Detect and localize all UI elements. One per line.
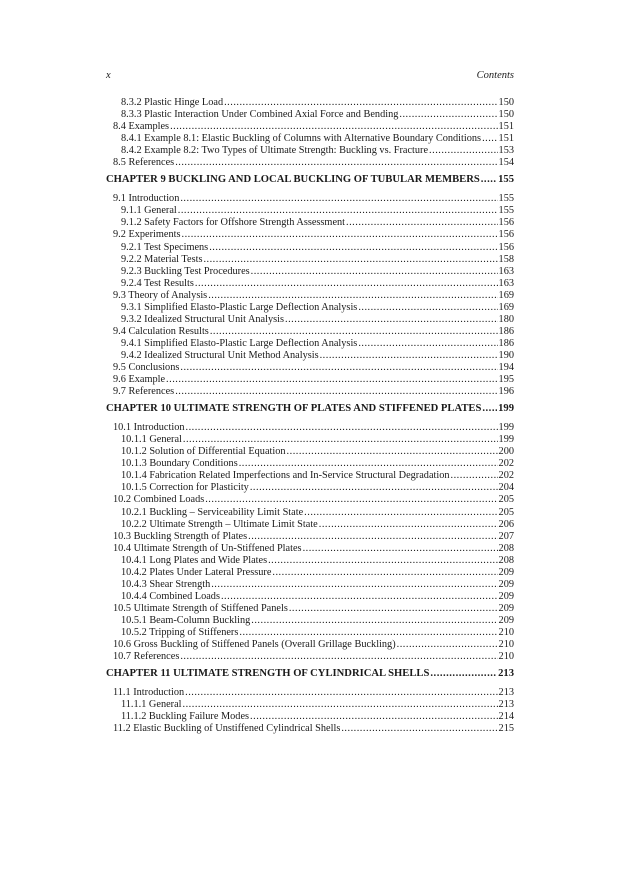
toc-entry[interactable] (121, 519, 514, 531)
toc-entry[interactable] (121, 434, 514, 446)
toc-entry[interactable] (113, 639, 514, 651)
dot-leader (320, 350, 498, 362)
toc-entry-title: 8.3.2 Plastic Hinge Load (121, 97, 224, 108)
dot-leader (239, 458, 498, 470)
toc-entry-title: 10.4.1 Long Plates and Wide Plates (121, 554, 268, 566)
toc-entry-title: 10.4.2 Plates Under Lateral Pressure (121, 566, 272, 578)
toc-entry-title: 9.7 References (113, 386, 175, 398)
toc-entry[interactable] (113, 229, 514, 241)
toc-entry-page: 153 (498, 145, 514, 157)
toc-entry[interactable] (113, 362, 514, 374)
dot-leader (178, 205, 498, 217)
toc-entry-page: 155 (498, 205, 514, 217)
toc-entry-title: 10.4.4 Combined Loads (121, 590, 220, 602)
toc-entry-title: 10.5.1 Beam-Column Buckling (121, 614, 251, 626)
toc-entry-page: 208 (498, 554, 514, 566)
toc-entry-page: 158 (498, 253, 514, 265)
toc-entry[interactable] (121, 446, 514, 458)
dot-leader (482, 403, 497, 415)
dot-leader (182, 229, 498, 241)
dot-leader (180, 193, 497, 205)
toc-entry-title: 8.5 References (113, 157, 175, 169)
toc-entry[interactable] (121, 302, 514, 314)
dot-leader (451, 470, 498, 482)
toc-entry[interactable] (121, 699, 514, 711)
dot-leader (221, 591, 498, 603)
toc-entry[interactable] (113, 687, 514, 699)
dot-leader (195, 278, 498, 290)
toc-chapter-entry[interactable] (106, 668, 514, 680)
toc-entry[interactable] (121, 109, 514, 121)
toc-entry[interactable] (113, 326, 514, 338)
toc-entry[interactable] (121, 242, 514, 254)
toc-entry-page: 210 (498, 651, 514, 663)
dot-leader (319, 519, 498, 531)
toc-entry-title: 10.4.3 Shear Strength (121, 578, 211, 590)
toc-entry-page: 155 (498, 174, 514, 186)
toc-entry-title: 8.4.2 Example 8.2: Two Types of Ultimate Strength: Buckling vs. Fracture (121, 145, 429, 157)
dot-leader (185, 687, 497, 699)
dot-leader (304, 507, 497, 519)
dot-leader (186, 422, 498, 434)
toc-entry[interactable] (121, 579, 514, 591)
toc-entry-page: 213 (498, 699, 514, 711)
toc-entry[interactable] (121, 470, 514, 482)
toc-entry-title: 9.2.2 Material Tests (121, 253, 203, 265)
toc-entry[interactable] (121, 314, 514, 326)
toc-entry-title: 10.2.2 Ultimate Strength – Ultimate Limit State (121, 518, 318, 530)
dot-leader (211, 579, 497, 591)
toc-entry[interactable] (121, 350, 514, 362)
toc-entry[interactable] (121, 567, 514, 579)
toc-entry-page: 204 (498, 482, 514, 494)
toc-entry-title: 9.2.4 Test Results (121, 277, 194, 289)
toc-entry-title: 10.1.1 General (121, 434, 182, 446)
toc-entry-page: 154 (498, 157, 514, 169)
toc-entry-page: 209 (498, 614, 514, 626)
toc-entry-title: 9.5 Conclusions (113, 362, 180, 373)
toc-entry[interactable] (121, 711, 514, 723)
toc-entry-title: 9.1.2 Safety Factors for Offshore Strength Assessment (121, 217, 346, 229)
toc-entry-page: 169 (498, 301, 514, 313)
dot-leader (358, 302, 497, 314)
toc-entry-page: 206 (498, 518, 514, 530)
toc-chapter-entry[interactable] (106, 174, 514, 186)
toc-entry-page: 150 (498, 109, 514, 121)
toc-entry-title: 9.2.3 Buckling Test Procedures (121, 265, 250, 277)
toc-entry-page: 209 (498, 566, 514, 578)
toc-entry[interactable] (121, 615, 514, 627)
dot-leader (209, 242, 497, 254)
toc-chapter-entry[interactable] (106, 403, 514, 415)
dot-leader (248, 531, 497, 543)
dot-leader (346, 217, 498, 229)
dot-leader (251, 266, 498, 278)
dot-leader (183, 434, 498, 446)
toc-entry[interactable] (113, 422, 514, 434)
toc-entry-title: CHAPTER 11 ULTIMATE STRENGTH OF CYLINDRICAL SHELLS (106, 668, 430, 680)
dot-leader (287, 446, 498, 458)
toc-entry-page: 151 (498, 133, 514, 145)
toc-entry-page: 180 (498, 313, 514, 325)
dot-leader (210, 326, 498, 338)
toc-entry[interactable] (121, 507, 514, 519)
dot-leader (250, 711, 498, 723)
toc-entry-page: 215 (498, 723, 514, 735)
toc-entry-title: CHAPTER 9 BUCKLING AND LOCAL BUCKLING OF TUBULAR MEMBERS (106, 174, 480, 186)
toc-entry-title: 9.4.2 Idealized Structural Unit Method Analysis (121, 349, 319, 361)
toc-entry-page: 208 (498, 542, 514, 554)
toc-entry-page: 186 (498, 337, 514, 349)
toc-entry[interactable] (121, 97, 514, 109)
toc-entry-page: 195 (498, 374, 514, 386)
toc-entry-title: 10.6 Gross Buckling of Stiffened Panels (Overall Grillage Buckling) (113, 639, 396, 651)
toc-entry[interactable] (113, 290, 514, 302)
toc-entry-page: 155 (498, 193, 514, 205)
toc-entry-title: 10.3 Buckling Strength of Plates (113, 530, 248, 542)
dot-leader (175, 157, 497, 169)
toc-entry[interactable] (113, 494, 514, 506)
dot-leader (358, 338, 497, 350)
toc-entry[interactable] (121, 627, 514, 639)
toc-entry[interactable] (121, 338, 514, 350)
toc-entry-page: 205 (498, 494, 514, 506)
page-number: x (106, 70, 111, 81)
dot-leader (208, 290, 497, 302)
toc-entry[interactable] (113, 386, 514, 398)
toc-entry-page: 205 (498, 506, 514, 518)
toc-entry-title: 10.1.2 Solution of Differential Equation (121, 446, 286, 458)
toc-entry-page: 156 (498, 229, 514, 241)
dot-leader (268, 555, 497, 567)
toc-entry[interactable] (113, 603, 514, 615)
dot-leader (429, 145, 498, 157)
toc-entry[interactable] (113, 651, 514, 663)
toc-entry-page: 151 (498, 121, 514, 133)
toc-entry-title: 10.2.1 Buckling – Serviceability Limit State (121, 506, 304, 518)
toc-entry-title: 10.7 References (113, 651, 180, 663)
dot-leader (203, 254, 497, 266)
dot-leader (272, 567, 497, 579)
toc-entry-title: 10.5 Ultimate Strength of Stiffened Panels (113, 602, 288, 614)
dot-leader (205, 494, 497, 506)
toc-entry-title: 8.3.3 Plastic Interaction Under Combined Axial Force and Bending (121, 109, 399, 121)
toc-entry[interactable] (113, 193, 514, 205)
toc-entry-page: 209 (498, 602, 514, 614)
toc-entry-title: 9.1 Introduction (113, 193, 180, 205)
toc-entry[interactable] (113, 121, 514, 133)
toc-entry-title: 9.3.2 Idealized Structural Unit Analysis (121, 313, 285, 325)
toc-entry-title: 11.1.1 General (121, 699, 182, 711)
dot-leader (250, 482, 498, 494)
toc-entry[interactable] (121, 278, 514, 290)
toc-entry-page: 196 (498, 386, 514, 398)
toc-entry-title: 9.6 Example (113, 374, 166, 386)
toc-entry-title: 10.2 Combined Loads (113, 494, 205, 506)
toc-entry[interactable] (121, 133, 514, 145)
toc-entry-page: 199 (498, 403, 514, 415)
dot-leader (397, 639, 498, 651)
toc-entry-title: 10.1.4 Fabrication Related Imperfections and In-Service Structural Degradation (121, 470, 450, 482)
toc-entry-title: 10.1.5 Correction for Plasticity (121, 482, 249, 494)
toc-entry-title: 11.1 Introduction (113, 687, 185, 699)
toc-entry-page: 214 (498, 711, 514, 723)
toc-entry[interactable] (121, 254, 514, 266)
toc-entry-page: 163 (498, 277, 514, 289)
dot-leader (399, 109, 497, 121)
toc-entry-title: 8.4.1 Example 8.1: Elastic Buckling of Columns with Alternative Boundary Conditions (121, 133, 482, 145)
toc-entry[interactable] (121, 145, 514, 157)
toc-entry-page: 207 (498, 530, 514, 542)
toc-entry[interactable] (121, 482, 514, 494)
dot-leader (180, 362, 497, 374)
toc-entry-title: 9.3 Theory of Analysis (113, 289, 208, 301)
toc-entry-title: CHAPTER 10 ULTIMATE STRENGTH OF PLATES AND STIFFENED PLATES (106, 403, 482, 415)
dot-leader (239, 627, 497, 639)
dot-leader (481, 174, 497, 186)
toc-entry-title: 10.5.2 Tripping of Stiffeners (121, 627, 239, 638)
toc-entry-title: 11.2 Elastic Buckling of Unstiffened Cylindrical Shells (113, 723, 341, 735)
toc-entry-page: 209 (498, 590, 514, 602)
toc-entry-title: 9.4.1 Simplified Elasto-Plastic Large Deflection Analysis (121, 337, 358, 349)
running-header: Contents (476, 70, 514, 81)
toc-entry[interactable] (121, 591, 514, 603)
dot-leader (170, 121, 497, 133)
toc-entry-title: 10.1 Introduction (113, 422, 185, 434)
toc-entry[interactable] (113, 723, 514, 735)
toc-entry-title: 8.4 Examples (113, 121, 170, 133)
toc-entry-page: 163 (498, 265, 514, 277)
toc-entry-page: 213 (498, 687, 514, 699)
toc-entry-page: 202 (498, 458, 514, 470)
dot-leader (183, 699, 498, 711)
toc-entry[interactable] (121, 555, 514, 567)
toc-entry-page: 200 (498, 446, 514, 458)
dot-leader (180, 651, 497, 663)
dot-leader (285, 314, 498, 326)
toc-entry[interactable] (121, 266, 514, 278)
dot-leader (303, 543, 498, 555)
toc-entry-title: 9.3.1 Simplified Elasto-Plastic Large Deflection Analysis (121, 301, 358, 313)
toc-entry-title: 11.1.2 Buckling Failure Modes (121, 711, 250, 723)
toc-entry-page: 190 (498, 349, 514, 361)
dot-leader (175, 386, 497, 398)
toc-entry[interactable] (113, 531, 514, 543)
toc-entry[interactable] (121, 217, 514, 229)
toc-entry-page: 199 (498, 434, 514, 446)
toc-entry-page: 156 (498, 217, 514, 229)
toc-entry-title: 9.2.1 Test Specimens (121, 241, 209, 253)
dot-leader (251, 615, 497, 627)
dot-leader (289, 603, 498, 615)
toc-entry-title: 9.2 Experiments (113, 229, 181, 241)
dot-leader (224, 97, 497, 109)
toc-entry-page: 210 (498, 627, 514, 638)
toc-entry-page: 202 (498, 470, 514, 482)
toc-entry[interactable] (121, 205, 514, 217)
toc-entry-title: 10.4 Ultimate Strength of Un-Stiffened Plates (113, 542, 302, 554)
toc-entry[interactable] (113, 157, 514, 169)
toc-entry-page: 210 (498, 639, 514, 651)
toc-entry-title: 9.1.1 General (121, 205, 177, 217)
toc-entry[interactable] (121, 458, 514, 470)
toc-entry-page: 194 (498, 362, 514, 373)
toc-entry-page: 199 (498, 422, 514, 434)
toc-entry-page: 186 (498, 325, 514, 337)
toc-entry-page: 150 (498, 97, 514, 108)
toc-entry-page: 156 (498, 241, 514, 253)
toc-entry[interactable] (113, 374, 514, 386)
toc-entry[interactable] (113, 543, 514, 555)
toc-entry-page: 209 (498, 578, 514, 590)
toc-entry-page: 169 (498, 289, 514, 301)
toc-entry-title: 9.4 Calculation Results (113, 325, 209, 337)
dot-leader (166, 374, 498, 386)
toc-entry-page: 213 (498, 668, 514, 680)
dot-leader (430, 668, 497, 680)
dot-leader (482, 133, 497, 145)
toc-entry-title: 10.1.3 Boundary Conditions (121, 458, 238, 470)
dot-leader (341, 723, 497, 735)
